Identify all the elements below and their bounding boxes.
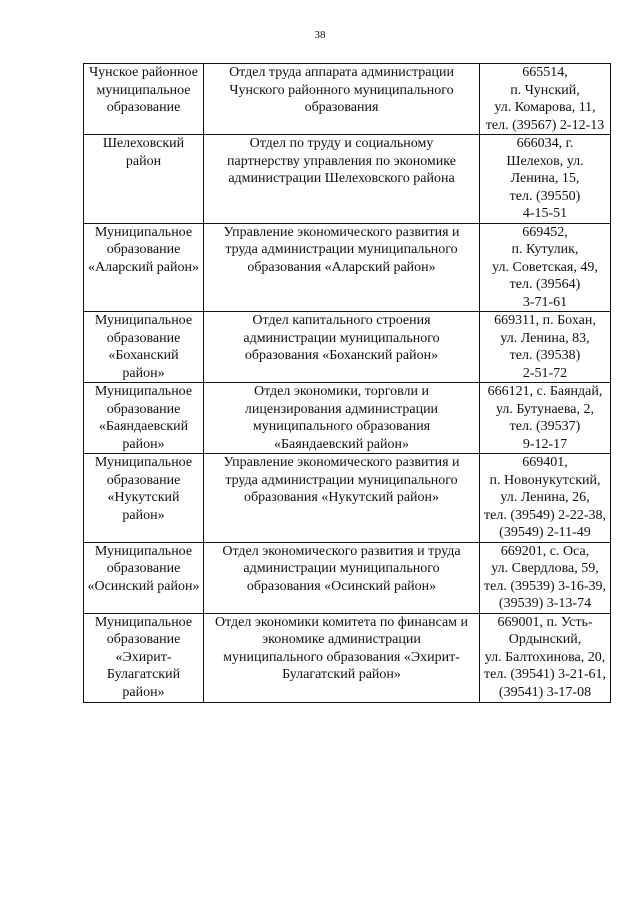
district-cell: Муниципальное образование «Аларский район» [84, 223, 204, 312]
table-row [84, 135, 611, 224]
address-cell: 669311, п. Бохан, ул. Ленина, 83, тел. (39538) 2-51-72 [480, 312, 611, 383]
address-cell: 666121, с. Баяндай, ул. Бутунаева, 2, тел. (39537) 9-12-17 [480, 383, 611, 454]
page-number: 38 [314, 29, 326, 41]
department-cell: Отдел экономики комитета по финансам и экономике администрации муниципального образования «Эхирит- Булагатский район» [204, 613, 480, 702]
district-cell: Муниципальное образование «Эхирит- Булагатский район» [84, 613, 204, 702]
table-row [84, 383, 611, 454]
address-cell: 669401, п. Новонукутский, ул. Ленина, 26, тел. (39549) 2-22-38, (39549) 2-11-49 [480, 454, 611, 543]
department-cell: Управление экономического развития и труда администрации муниципального образования «Нукутский район» [204, 454, 480, 543]
table-row [84, 64, 611, 135]
contacts-table [83, 63, 611, 703]
table-row [84, 454, 611, 543]
district-cell: Муниципальное образование «Осинский район» [84, 542, 204, 613]
district-cell: Муниципальное образование «Боханский район» [84, 312, 204, 383]
address-cell: 669201, с. Оса, ул. Свердлова, 59, тел. (39539) 3-16-39, (39539) 3-13-74 [480, 542, 611, 613]
district-cell: Муниципальное образование «Нукутский район» [84, 454, 204, 543]
department-cell: Отдел капитального строения администрации муниципального образования «Боханский район» [204, 312, 480, 383]
district-cell: Чунское районное муниципальное образование [84, 64, 204, 135]
table-row [84, 223, 611, 312]
table-row [84, 542, 611, 613]
address-cell: 665514, п. Чунский, ул. Комарова, 11, тел. (39567) 2-12-13 [480, 64, 611, 135]
table-row [84, 312, 611, 383]
table-row [84, 613, 611, 702]
district-cell: Шелеховский район [84, 135, 204, 224]
address-cell: 669001, п. Усть- Ордынский, ул. Балтохинова, 20, тел. (39541) 3-21-61, (39541) 3-17-08 [480, 613, 611, 702]
address-cell: 666034, г. Шелехов, ул. Ленина, 15, тел. (39550) 4-15-51 [480, 135, 611, 224]
department-cell: Управление экономического развития и труда администрации муниципального образования «Аларский район» [204, 223, 480, 312]
department-cell: Отдел по труду и социальному партнерству управления по экономике администрации Шелеховского района [204, 135, 480, 224]
department-cell: Отдел труда аппарата администрации Чунского районного муниципального образования [204, 64, 480, 135]
district-cell: Муниципальное образование «Баяндаевский район» [84, 383, 204, 454]
department-cell: Отдел экономического развития и труда администрации муниципального образования «Осинский район» [204, 542, 480, 613]
address-cell: 669452, п. Кутулик, ул. Советская, 49, тел. (39564) 3-71-61 [480, 223, 611, 312]
department-cell: Отдел экономики, торговли и лицензирования администрации муниципального образования «Баяндаевский район» [204, 383, 480, 454]
